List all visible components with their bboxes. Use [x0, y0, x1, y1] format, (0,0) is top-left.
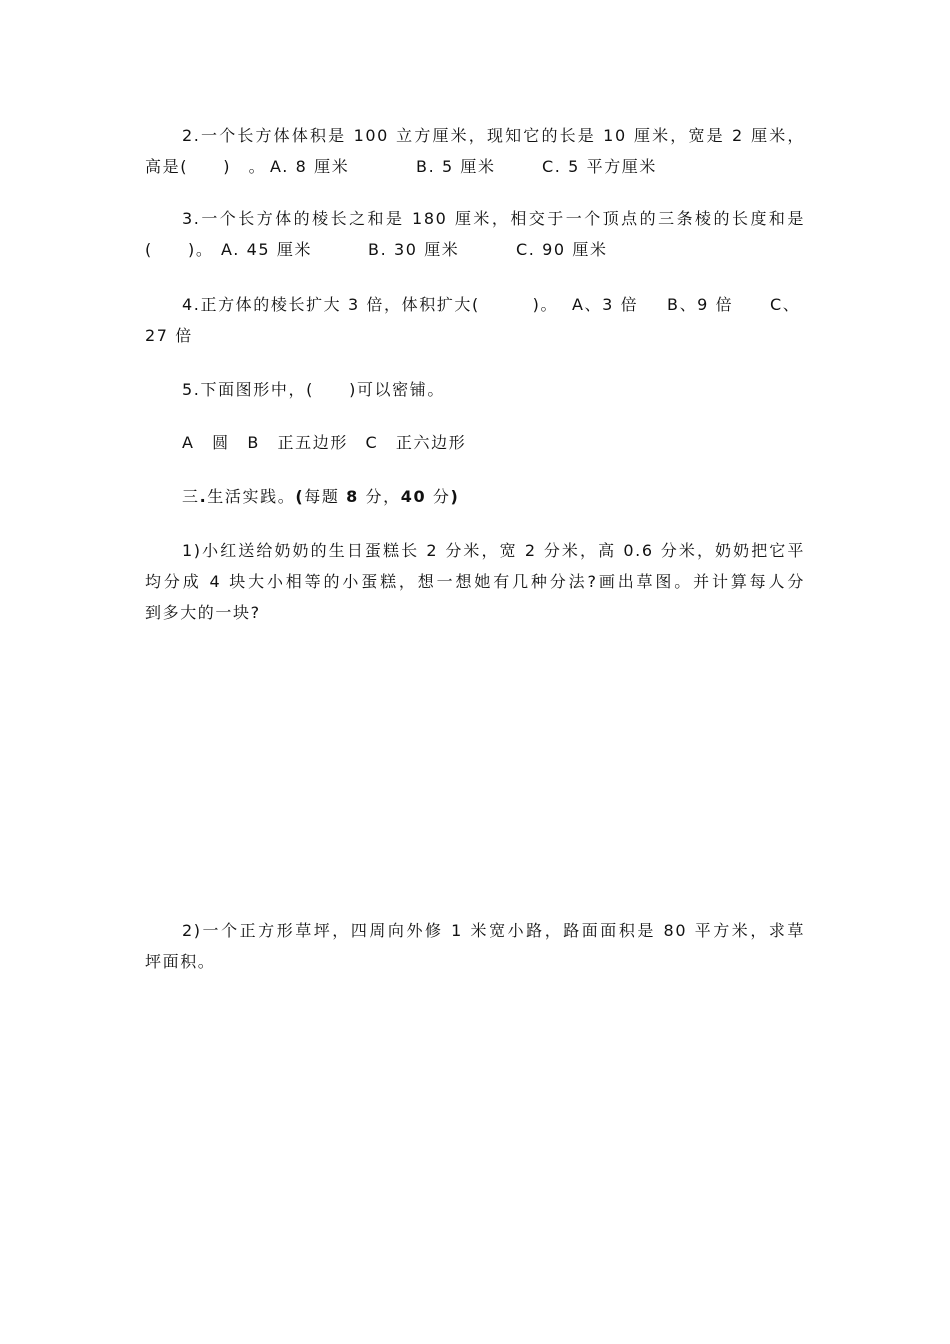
section-3-score-text-3: 分: [426, 487, 451, 506]
question-3-option-a: A. 45 厘米: [221, 240, 313, 259]
problem-1: [145, 535, 805, 628]
problem-1-line-1: 1)小红送给奶奶的生日蛋糕长 2 分米，宽 2 分米，高 0.6 分米，奶奶把它平: [182, 541, 805, 560]
question-5-options-text: A 圆 B 正五边形 C 正六边形: [182, 433, 467, 452]
question-4: [145, 289, 805, 351]
question-4-option-a: A、3 倍: [572, 295, 639, 314]
question-3: [145, 203, 805, 265]
question-4-option-b: B、9 倍: [667, 295, 734, 314]
section-3-score-2: 40: [400, 487, 427, 506]
section-3-number: 三: [182, 487, 200, 506]
problem-1-line-2: 均分成 4 块大小相等的小蛋糕，想一想她有几种分法?画出草图。并计算每人分: [145, 572, 805, 591]
section-3-score-text-2: 分，: [358, 487, 401, 506]
question-2: [145, 120, 805, 182]
question-2-line-2: [145, 151, 805, 182]
section-3-title: 生活实践。: [207, 487, 296, 506]
question-2-option-c: C. 5 平方厘米: [542, 157, 658, 176]
problem-2-line-1: 2)一个正方形草坪，四周向外修 1 米宽小路，路面面积是 80 平方米，求草: [182, 921, 805, 940]
question-5: [145, 374, 805, 405]
problem-2-line-2: 坪面积。: [145, 952, 216, 971]
question-3-line-1: 3.一个长方体的棱长之和是 180 厘米，相交于一个顶点的三条棱的长度和是: [182, 209, 805, 228]
question-2-line-1: 2.一个长方体体积是 100 立方厘米，现知它的长是 10 厘米，宽是 2 厘米，: [182, 126, 805, 145]
section-3-heading: [145, 481, 805, 512]
section-3-score-text-1: 每题: [304, 487, 347, 506]
question-2-option-b: B. 5 厘米: [416, 157, 496, 176]
question-5-options: [145, 427, 805, 458]
question-4-line-2: 27 倍: [145, 326, 193, 345]
question-2-option-a: A. 8 厘米: [270, 157, 350, 176]
problem-2: [145, 915, 805, 977]
section-3-score-1: 8: [346, 487, 359, 506]
question-5-line-1: 5.下面图形中，( )可以密铺。: [182, 380, 445, 399]
question-2-stem: 高是( ) 。: [145, 157, 267, 176]
problem-1-line-3: 到多大的一块?: [145, 603, 261, 622]
section-3-paren-close: ): [450, 487, 460, 506]
question-3-stem: ( )。: [145, 240, 214, 259]
question-4-stem: 4.正方体的棱长扩大 3 倍，体积扩大( )。: [182, 295, 559, 314]
question-3-line-2: [145, 234, 805, 265]
section-3-heading-line: [145, 481, 805, 512]
question-3-option-b: B. 30 厘米: [368, 240, 460, 259]
question-3-option-c: C. 90 厘米: [516, 240, 608, 259]
section-3-dot: .: [199, 487, 208, 506]
question-4-option-c: C、: [770, 295, 801, 314]
section-3-paren-open: (: [295, 487, 305, 506]
question-4-line-1: [145, 289, 805, 320]
